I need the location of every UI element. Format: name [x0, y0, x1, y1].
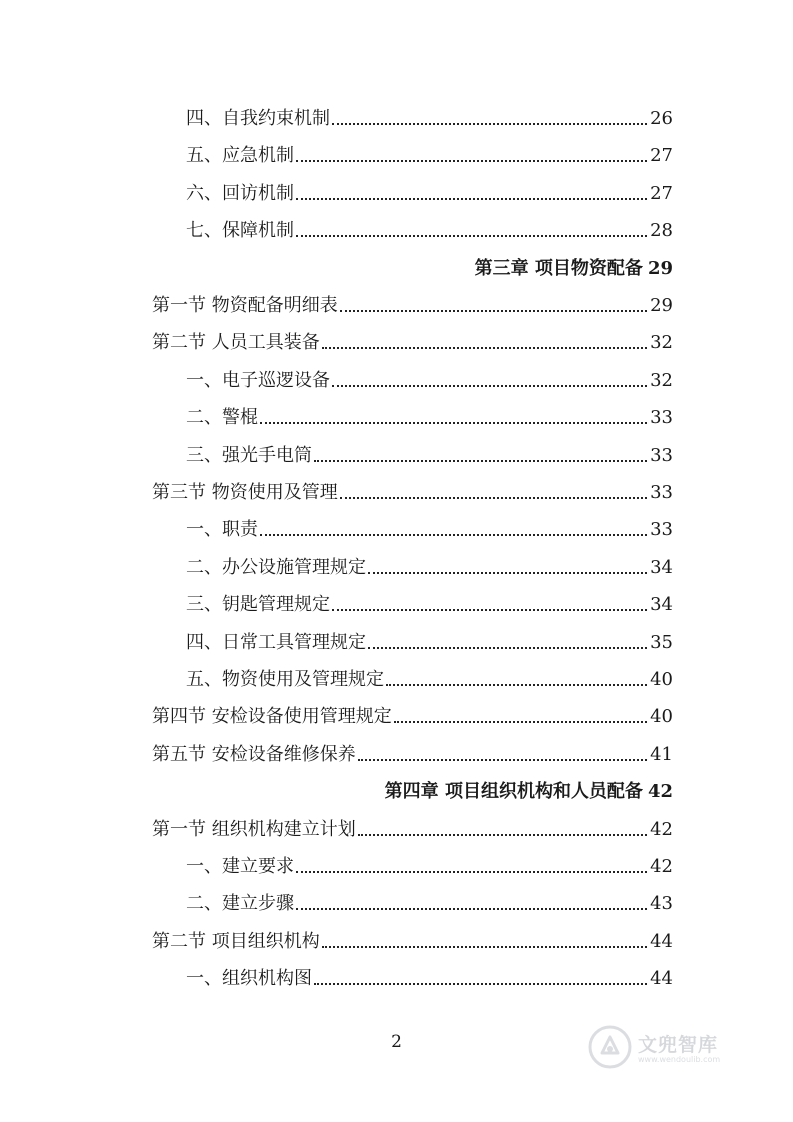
- toc-entry-label: 五、应急机制: [186, 145, 294, 167]
- toc-entry-page-number: 27: [650, 182, 673, 204]
- toc-subsection-entry[interactable]: [186, 177, 673, 205]
- toc-entry-label: 一、电子巡逻设备: [186, 369, 330, 391]
- toc-entry-label: 三、强光手电筒: [186, 444, 312, 466]
- toc-dot-leader: [296, 908, 647, 910]
- toc-entry-page-number: 42: [647, 781, 673, 803]
- toc-entry-page-number: 33: [650, 407, 673, 429]
- toc-entry-page-number: 33: [650, 482, 673, 503]
- toc-subsection-entry[interactable]: [186, 626, 673, 654]
- toc-entry-page-number: 32: [650, 332, 673, 354]
- toc-entry-page-number: 32: [650, 369, 673, 391]
- toc-subsection-entry[interactable]: [186, 850, 673, 878]
- toc-entry-page-number: 40: [650, 706, 673, 728]
- toc-entry-page-number: 40: [650, 669, 673, 690]
- toc-entry-page-number: 27: [650, 145, 673, 167]
- toc-dot-leader: [332, 123, 647, 125]
- toc-entry-page-number: 29: [647, 257, 673, 279]
- toc-subsection-entry[interactable]: [186, 214, 673, 242]
- toc-entry-label: 第四章 项目组织机构和人员配备: [384, 781, 643, 803]
- toc-entry-label: 二、建立步骤: [186, 893, 294, 915]
- toc-subsection-entry[interactable]: [186, 513, 673, 541]
- toc-section-entry[interactable]: [152, 326, 673, 354]
- watermark-url: www.wendoulib.com: [638, 1055, 721, 1064]
- toc-subsection-entry[interactable]: [186, 102, 673, 130]
- toc-entry-page-number: 43: [650, 893, 673, 915]
- toc-section-entry[interactable]: [152, 738, 673, 766]
- toc-section-entry[interactable]: [152, 476, 673, 504]
- toc-entry-label: 第一节 物资配备明细表: [152, 295, 338, 316]
- toc-entry-page-number: 35: [650, 631, 673, 653]
- toc-entry-label: 四、日常工具管理规定: [186, 631, 366, 653]
- toc-subsection-entry[interactable]: [186, 551, 673, 579]
- toc-dot-leader: [332, 609, 647, 611]
- watermark-name: 文兜智库: [638, 1034, 719, 1056]
- toc-subsection-entry[interactable]: [186, 139, 673, 167]
- watermark: [588, 1020, 758, 1074]
- toc-dot-leader: [260, 422, 647, 424]
- toc-section-entry[interactable]: [152, 700, 673, 728]
- toc-dot-leader: [322, 347, 647, 349]
- toc-subsection-entry[interactable]: [186, 887, 673, 915]
- toc-entry-page-number: 33: [650, 519, 673, 541]
- toc-entry-label: 第一节 组织机构建立计划: [152, 818, 356, 840]
- toc-entry-label: 一、建立要求: [186, 856, 294, 877]
- toc-section-entry[interactable]: [152, 925, 673, 953]
- toc-dot-leader: [296, 235, 647, 237]
- toc-dot-leader: [386, 684, 647, 686]
- toc-dot-leader: [296, 871, 647, 873]
- toc-subsection-entry[interactable]: [186, 401, 673, 429]
- toc-entry-label: 二、办公设施管理规定: [186, 556, 366, 578]
- toc-entry-page-number: 42: [650, 856, 673, 877]
- toc-entry-label: 三、钥匙管理规定: [186, 594, 330, 616]
- page-number: 2: [391, 1032, 402, 1052]
- toc-entry-page-number: 28: [650, 220, 673, 242]
- toc-dot-leader: [314, 983, 647, 985]
- toc-dot-leader: [314, 460, 647, 462]
- toc-entry-page-number: 44: [650, 968, 673, 990]
- toc-entry-label: 四、自我约束机制: [186, 108, 330, 129]
- toc-dot-leader: [322, 946, 647, 948]
- toc-subsection-entry[interactable]: [186, 663, 673, 691]
- toc-entry-page-number: 42: [650, 818, 673, 840]
- toc-dot-leader: [260, 534, 647, 536]
- toc-dot-leader: [394, 721, 647, 723]
- toc-dot-leader: [340, 497, 647, 499]
- toc-dot-leader: [358, 834, 647, 836]
- toc-chapter-entry[interactable]: [385, 775, 673, 803]
- toc-subsection-entry[interactable]: [186, 962, 673, 990]
- toc-dot-leader: [340, 310, 647, 312]
- toc-entry-label: 一、职责: [186, 519, 258, 541]
- toc-dot-leader: [368, 572, 647, 574]
- toc-entry-page-number: 44: [650, 930, 673, 952]
- toc-entry-page-number: 41: [650, 743, 673, 765]
- toc-subsection-entry[interactable]: [186, 439, 673, 467]
- toc-dot-leader: [296, 198, 647, 200]
- toc-entry-label: 七、保障机制: [186, 220, 294, 242]
- wendou-logo-icon: [588, 1025, 632, 1069]
- toc-entry-page-number: 33: [650, 444, 673, 466]
- toc-dot-leader: [368, 647, 647, 649]
- toc-dot-leader: [296, 160, 647, 162]
- toc-entry-label: 五、物资使用及管理规定: [186, 669, 384, 690]
- toc-entry-label: 第四节 安检设备使用管理规定: [152, 706, 392, 728]
- toc-entry-label: 二、警棍: [186, 407, 258, 429]
- toc-entry-label: 一、组织机构图: [186, 968, 312, 990]
- toc-entry-label: 第三节 物资使用及管理: [152, 482, 338, 503]
- toc-entry-label: 第五节 安检设备维修保养: [152, 743, 356, 765]
- toc-dot-leader: [332, 385, 647, 387]
- toc-subsection-entry[interactable]: [186, 364, 673, 392]
- toc-chapter-entry[interactable]: [475, 252, 673, 280]
- toc-entry-page-number: 34: [650, 556, 673, 578]
- toc-subsection-entry[interactable]: [186, 588, 673, 616]
- toc-entry-label: 六、回访机制: [186, 182, 294, 204]
- toc-entry-page-number: 29: [650, 295, 673, 316]
- toc-entry-label: 第三章 项目物资配备: [474, 257, 643, 279]
- toc-entry-page-number: 26: [650, 108, 673, 129]
- toc-entry-label: 第二节 人员工具装备: [152, 332, 320, 354]
- toc-section-entry[interactable]: [152, 289, 673, 317]
- toc-entry-label: 第二节 项目组织机构: [152, 930, 320, 952]
- toc-entry-page-number: 34: [650, 594, 673, 616]
- toc-section-entry[interactable]: [152, 813, 673, 841]
- toc-dot-leader: [358, 759, 647, 761]
